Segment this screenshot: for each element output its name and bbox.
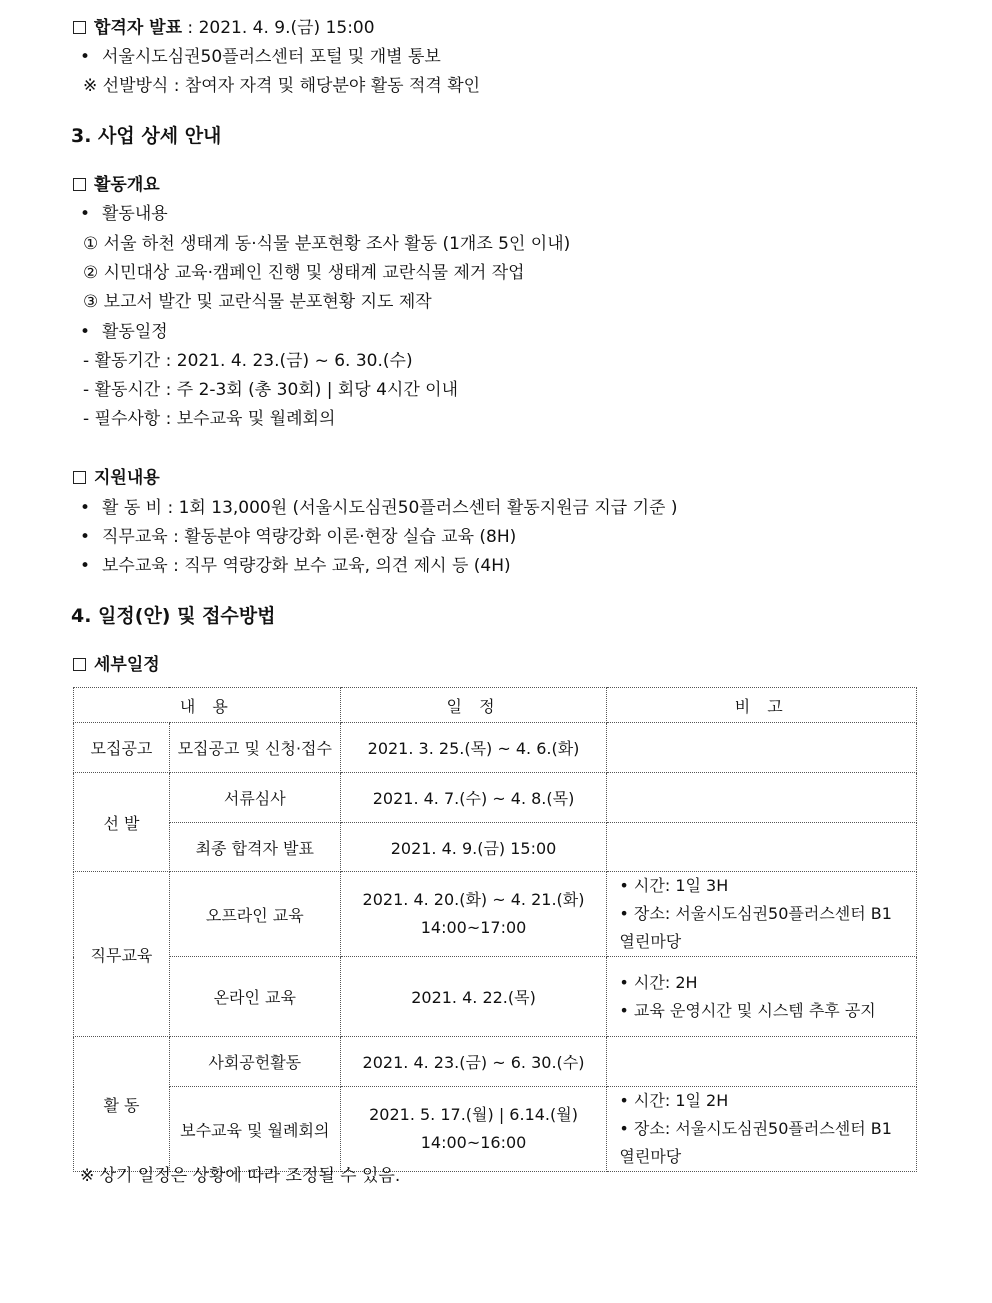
schedule-label: 활동일정 [102,322,168,342]
row-item: 보수교육 및 월례회의 [169,1087,340,1172]
content-item: ③ 보고서 발간 및 교란식물 분포현황 지도 제작 [83,292,432,312]
row-note [607,872,917,957]
row-note [607,773,917,823]
schedule-item: - 활동기간 : 2021. 4. 23.(금) ~ 6. 30.(수) [83,351,413,371]
support-item: 보수교육 : 직무 역량강화 보수 교육, 의견 제시 등 (4H) [102,556,511,576]
checkbox-square-icon [73,658,86,671]
announce-bullet: 서울시도심권50플러스센터 포털 및 개별 통보 [102,47,441,67]
row-date [340,1087,607,1172]
content-label-line [80,202,168,226]
table-row [74,957,917,1037]
note-line: • 시간: 1일 2H [619,1091,729,1110]
table-row [74,773,917,823]
announce-value: : 2021. 4. 9.(금) 15:00 [182,18,375,38]
bullet-icon: • [80,527,91,547]
row-item: 서류심사 [169,773,340,823]
content-item: ① 서울 하천 생태계 동·식물 분포현황 조사 활동 (1개조 5인 이내) [83,234,571,254]
table-row [74,723,917,773]
schedule-item: - 필수사항 : 보수교육 및 월례회의 [83,409,336,429]
row-date-line: 2021. 5. 17.(월) | 6.14.(월) [369,1105,578,1124]
header-remarks: 비 고 [607,688,917,723]
note-line: • 장소: 서울시도심권50플러스센터 B1 열린마당 [619,1119,892,1166]
row-date-line: 2021. 4. 20.(화) ~ 4. 21.(화) [362,890,585,909]
selection-note: ※ 선발방식 : 참여자 자격 및 해당분야 활동 적격 확인 [83,76,481,96]
row-item: 오프라인 교육 [169,872,340,957]
bullet-icon: • [80,556,91,576]
row-note [607,1087,917,1172]
announce-line [73,16,375,40]
checkbox-square-icon [73,178,86,191]
table-row [74,823,917,872]
row-note [607,823,917,872]
support-item-line [80,525,516,549]
bullet-icon: • [80,204,91,224]
bullet-icon: • [80,498,91,518]
row-note [607,723,917,773]
section3-title: 3. 사업 상세 안내 [71,125,222,147]
row-date: 2021. 4. 7.(수) ~ 4. 8.(목) [340,773,607,823]
row-date-time: 14:00~16:00 [420,1133,527,1152]
header-content: 내 용 [74,688,341,723]
detail-title-line [73,653,160,677]
note-line: • 시간: 2H [619,972,698,992]
announce-title: 합격자 발표 [94,18,183,38]
bullet-icon: • [80,47,91,67]
content-item: ② 시민대상 교육·캠페인 진행 및 생태계 교란식물 제거 작업 [83,263,525,283]
row-date: 2021. 4. 9.(금) 15:00 [340,823,607,872]
group-activity: 활 동 [74,1037,170,1172]
table-row [74,872,917,957]
support-item: 직무교육 : 활동분야 역량강화 이론·현장 실습 교육 (8H) [102,527,517,547]
schedule-table [73,687,917,1172]
row-note [607,957,917,1037]
group-recruit: 모집공고 [74,723,170,773]
schedule-label-line [80,320,168,344]
table-row [74,1087,917,1172]
table-row [74,1037,917,1087]
checkbox-square-icon [73,21,86,34]
support-title: 지원내용 [94,468,160,488]
note-line: • 교육 운영시간 및 시스템 추후 공지 [619,1000,876,1020]
support-item-line [80,496,678,520]
note-line: • 시간: 1일 3H [619,876,729,895]
group-selection: 선 발 [74,773,170,872]
row-date: 2021. 3. 25.(목) ~ 4. 6.(화) [340,723,607,773]
row-date-time: 14:00~17:00 [420,918,527,937]
support-title-line [73,466,160,490]
row-date: 2021. 4. 23.(금) ~ 6. 30.(수) [340,1037,607,1087]
detail-title: 세부일정 [94,655,160,675]
support-item: 활 동 비 : 1회 13,000원 (서울시도심권50플러스센터 활동지원금 지급 기준 ) [102,498,678,518]
footnote: ※ 상기 일정은 상황에 따라 조정될 수 있음. [80,1166,401,1186]
row-item: 모집공고 및 신청·접수 [169,723,340,773]
support-item-line [80,554,511,578]
note-line: • 장소: 서울시도심권50플러스센터 B1 열린마당 [619,904,892,951]
content-label: 활동내용 [102,204,168,224]
group-training: 직무교육 [74,872,170,1037]
schedule-item: - 활동시간 : 주 2-3회 (총 30회) | 회당 4시간 이내 [83,380,459,400]
table-header-row [74,688,917,723]
row-date: 2021. 4. 22.(목) [340,957,607,1037]
row-item: 사회공헌활동 [169,1037,340,1087]
overview-title-line [73,173,160,197]
row-date [340,872,607,957]
row-item: 온라인 교육 [169,957,340,1037]
announce-bullet-line [80,45,441,69]
row-item: 최종 합격자 발표 [169,823,340,872]
header-schedule: 일 정 [340,688,607,723]
overview-title: 활동개요 [94,175,160,195]
row-note [607,1037,917,1087]
bullet-icon: • [80,322,91,342]
section4-title: 4. 일정(안) 및 접수방법 [71,605,276,627]
checkbox-square-icon [73,471,86,484]
